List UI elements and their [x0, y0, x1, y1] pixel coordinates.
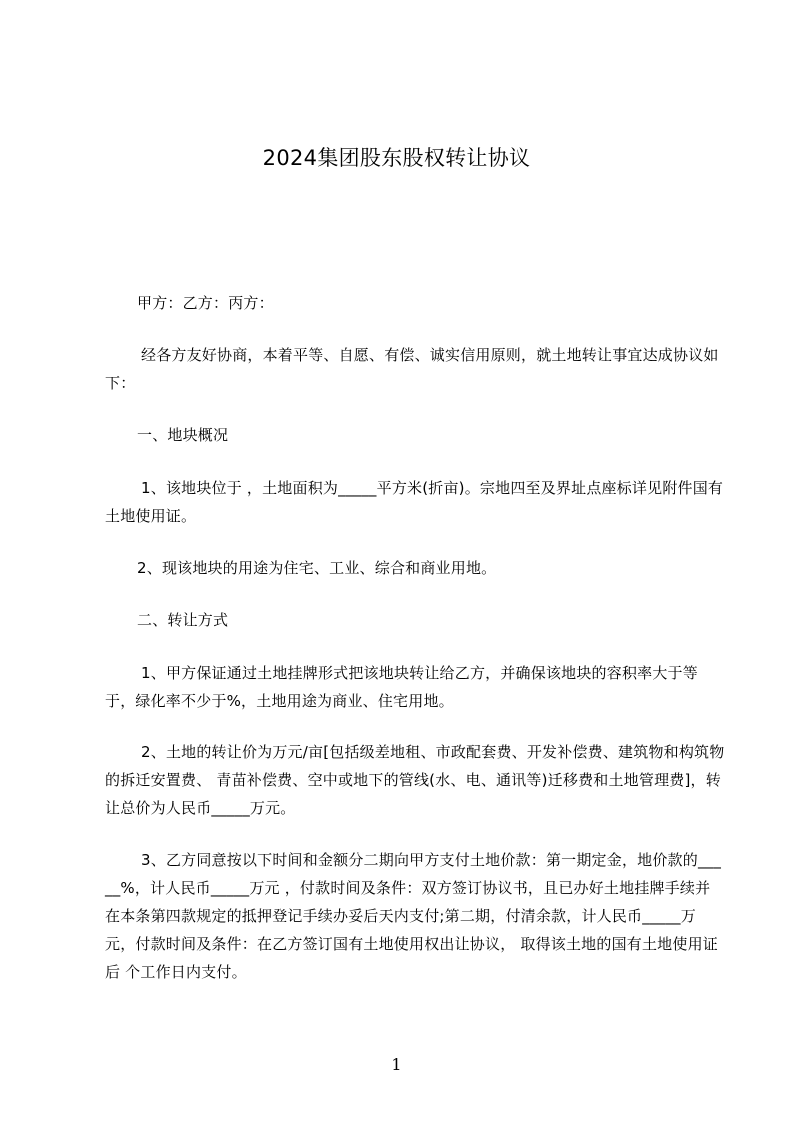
clause-1-1: 1、该地块位于 ，土地面积为_____平方米(折亩)。宗地四至及界址点座标详见附件国有 土地使用证。: [105, 479, 729, 525]
clause-1-2: 2、现该地块的用途为住宅、工业、综合和商业用地。: [137, 559, 497, 577]
section-heading-1: 一、地块概况: [137, 426, 229, 444]
clause-2-1: 1、甲方保证通过土地挂牌形式把该地块转让给乙方，并确保该地块的容积率大于等于，绿化率不少于%，土地用途为商业、住宅用地。: [105, 664, 698, 710]
preamble-paragraph: 经各方友好协商，本着平等、自愿、有偿、诚实信用原则，就土地转让事宜达成协议如下：: [105, 346, 719, 392]
clause-2-2: 2、土地的转让价为万元/亩[包括级差地租、市政配套费、开发补偿费、建筑物和构筑物的拆迁安置费、 青苗补偿费、空中或地下的管线(水、电、通讯等)迁移费和土地管理费]，转让总价为人民币_____万元。: [105, 743, 725, 817]
clause-2-3: 3、乙方同意按以下时间和金额分二期向甲方支付土地价款：第一期定金，地价款的_____%，计人民币_____万元 ，付款时间及条件：双方签订协议书，且已办好土地挂牌手续并在本条第四款规定的抵押登记手续办妥后天内支付;第二期，付清余款，计人民币_____万元，付款时间及条件：在乙方签订国有土地使用权出让协议， 取得该土地的国有土地使用证后 个工作日内支付。: [105, 851, 722, 981]
page-number: 1: [391, 1055, 402, 1074]
parties-line: 甲方：乙方：丙方：: [137, 294, 274, 312]
section-heading-2: 二、转让方式: [137, 611, 229, 629]
document-title: 2024集团股东股权转让协议: [262, 146, 531, 170]
